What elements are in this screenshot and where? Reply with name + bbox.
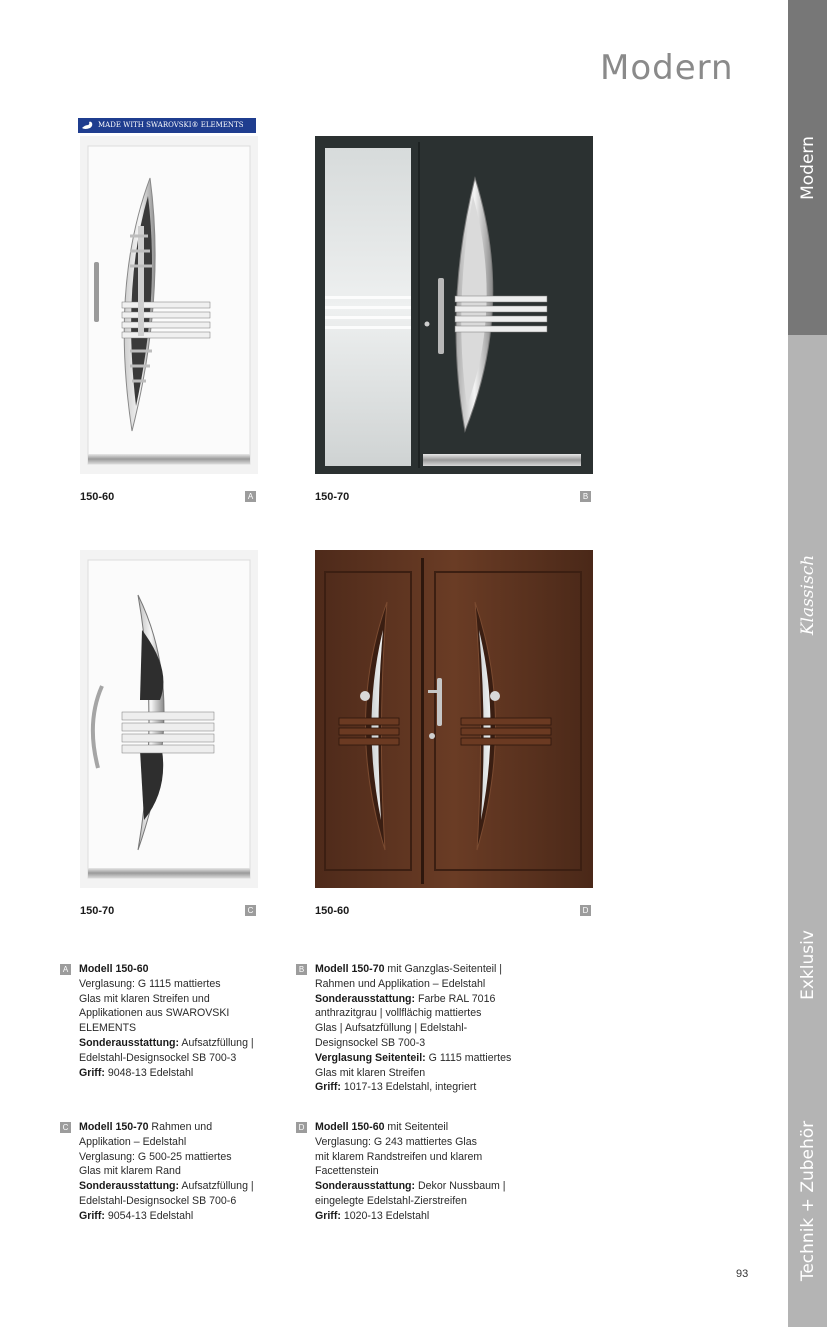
door-caption-c: 150-70 [80, 905, 115, 917]
swan-icon [81, 120, 94, 131]
desc-c-line3: Verglasung: G 500-25 mattiertes [79, 1150, 232, 1163]
desc-letter-c: C [60, 1122, 71, 1133]
desc-b-line7-text: G 1115 mattiertes [425, 1051, 512, 1064]
desc-b-line9-label: Griff: [315, 1081, 341, 1094]
door-letter-a: A [245, 491, 256, 502]
desc-a-line8-label: Griff: [79, 1066, 105, 1079]
desc-letter-a: A [60, 964, 71, 975]
desc-a-line2: Verglasung: G 1115 mattiertes [79, 977, 221, 990]
section-tab-bar [788, 0, 827, 1327]
desc-b-line2: Rahmen und Applikation – Edelstahl [315, 977, 486, 990]
tab-label-exklusiv: Exklusiv [797, 930, 818, 1000]
desc-c-line6: Edelstahl-Designsockel SB 700-6 [79, 1194, 237, 1207]
description-b [315, 962, 545, 1095]
tab-klassisch[interactable] [788, 335, 827, 855]
tab-label-modern: Modern [797, 135, 818, 200]
door-image-a [80, 136, 258, 474]
tab-technik-zubehoer[interactable] [788, 1075, 827, 1327]
desc-c-line5-label: Sonderausstattung: [79, 1180, 180, 1193]
page-title: Modern [600, 48, 734, 88]
page-number: 93 [736, 1268, 749, 1280]
desc-b-line8: Glas mit klaren Streifen [315, 1066, 426, 1079]
desc-d-line2: Verglasung: G 243 mattiertes Glas [315, 1135, 477, 1148]
desc-b-line3-label: Sonderausstattung: [315, 992, 416, 1005]
desc-letter-d: D [296, 1122, 307, 1133]
desc-a-model: Modell 150-60 [79, 963, 149, 975]
desc-c-line7-text: 9054-13 Edelstahl [104, 1209, 194, 1222]
desc-b-line1-text: mit Ganzglas-Seitenteil | [384, 963, 503, 975]
tab-exklusiv[interactable] [788, 855, 827, 1075]
desc-d-line4: Facettenstein [315, 1165, 379, 1178]
desc-letter-b: B [296, 964, 307, 975]
desc-c-model: Modell 150-70 [79, 1121, 149, 1133]
door-caption-d: 150-60 [315, 905, 350, 917]
desc-b-line9-text: 1017-13 Edelstahl, integriert [340, 1081, 477, 1094]
desc-d-line3: mit klarem Randstreifen und klarem [315, 1150, 483, 1163]
desc-c-line7-label: Griff: [79, 1209, 105, 1222]
description-c [79, 1120, 279, 1224]
desc-a-line7: Edelstahl-Designsockel SB 700-3 [79, 1051, 237, 1064]
desc-c-line2: Applikation – Edelstahl [79, 1135, 187, 1148]
door-image-d [315, 550, 593, 888]
desc-a-line6-label: Sonderausstattung: [79, 1036, 180, 1049]
desc-b-line6: Designsockel SB 700-3 [315, 1036, 426, 1049]
door-caption-a: 150-60 [80, 491, 115, 503]
desc-c-line5-text: Aufsatzfüllung | [179, 1180, 254, 1193]
desc-a-line8-text: 9048-13 Edelstahl [104, 1066, 194, 1079]
desc-c-line4: Glas mit klarem Rand [79, 1165, 181, 1178]
desc-b-line3-text: Farbe RAL 7016 [415, 992, 496, 1005]
tab-label-klassisch: Klassisch [797, 554, 818, 636]
tab-label-technik: Technik + Zubehör [797, 1120, 818, 1282]
door-letter-b: B [580, 491, 591, 502]
desc-a-line4: Applikationen aus SWAROVSKI [79, 1007, 230, 1020]
desc-d-line7-text: 1020-13 Edelstahl [340, 1209, 430, 1222]
desc-c-line1-text: Rahmen und [148, 1121, 213, 1133]
swarovski-badge [78, 118, 256, 133]
desc-a-line5: ELEMENTS [79, 1022, 137, 1035]
desc-d-line7-label: Griff: [315, 1209, 341, 1222]
door-caption-b: 150-70 [315, 491, 350, 503]
tab-modern[interactable] [788, 0, 827, 335]
description-a [79, 962, 279, 1080]
desc-d-line5-text: Dekor Nussbaum | [415, 1180, 506, 1193]
desc-b-line7-label: Verglasung Seitenteil: [315, 1051, 426, 1064]
desc-b-line4: anthrazitgrau | vollflächig mattiertes [315, 1007, 482, 1020]
desc-b-line5: Glas | Aufsatzfüllung | Edelstahl- [315, 1022, 468, 1035]
door-image-b [315, 136, 593, 474]
description-d [315, 1120, 545, 1224]
desc-a-line6-text: Aufsatzfüllung | [179, 1036, 254, 1049]
desc-d-line1-text: mit Seitenteil [384, 1121, 449, 1133]
desc-b-model: Modell 150-70 [315, 963, 385, 975]
desc-d-line5-label: Sonderausstattung: [315, 1180, 416, 1193]
desc-a-line3: Glas mit klaren Streifen und [79, 992, 210, 1005]
swarovski-badge-text: MADE WITH SWAROVSKI® ELEMENTS [98, 121, 244, 129]
door-image-c [80, 550, 258, 888]
door-letter-d: D [580, 905, 591, 916]
desc-d-model: Modell 150-60 [315, 1121, 385, 1133]
desc-d-line6: eingelegte Edelstahl-Zierstreifen [315, 1194, 467, 1207]
door-letter-c: C [245, 905, 256, 916]
